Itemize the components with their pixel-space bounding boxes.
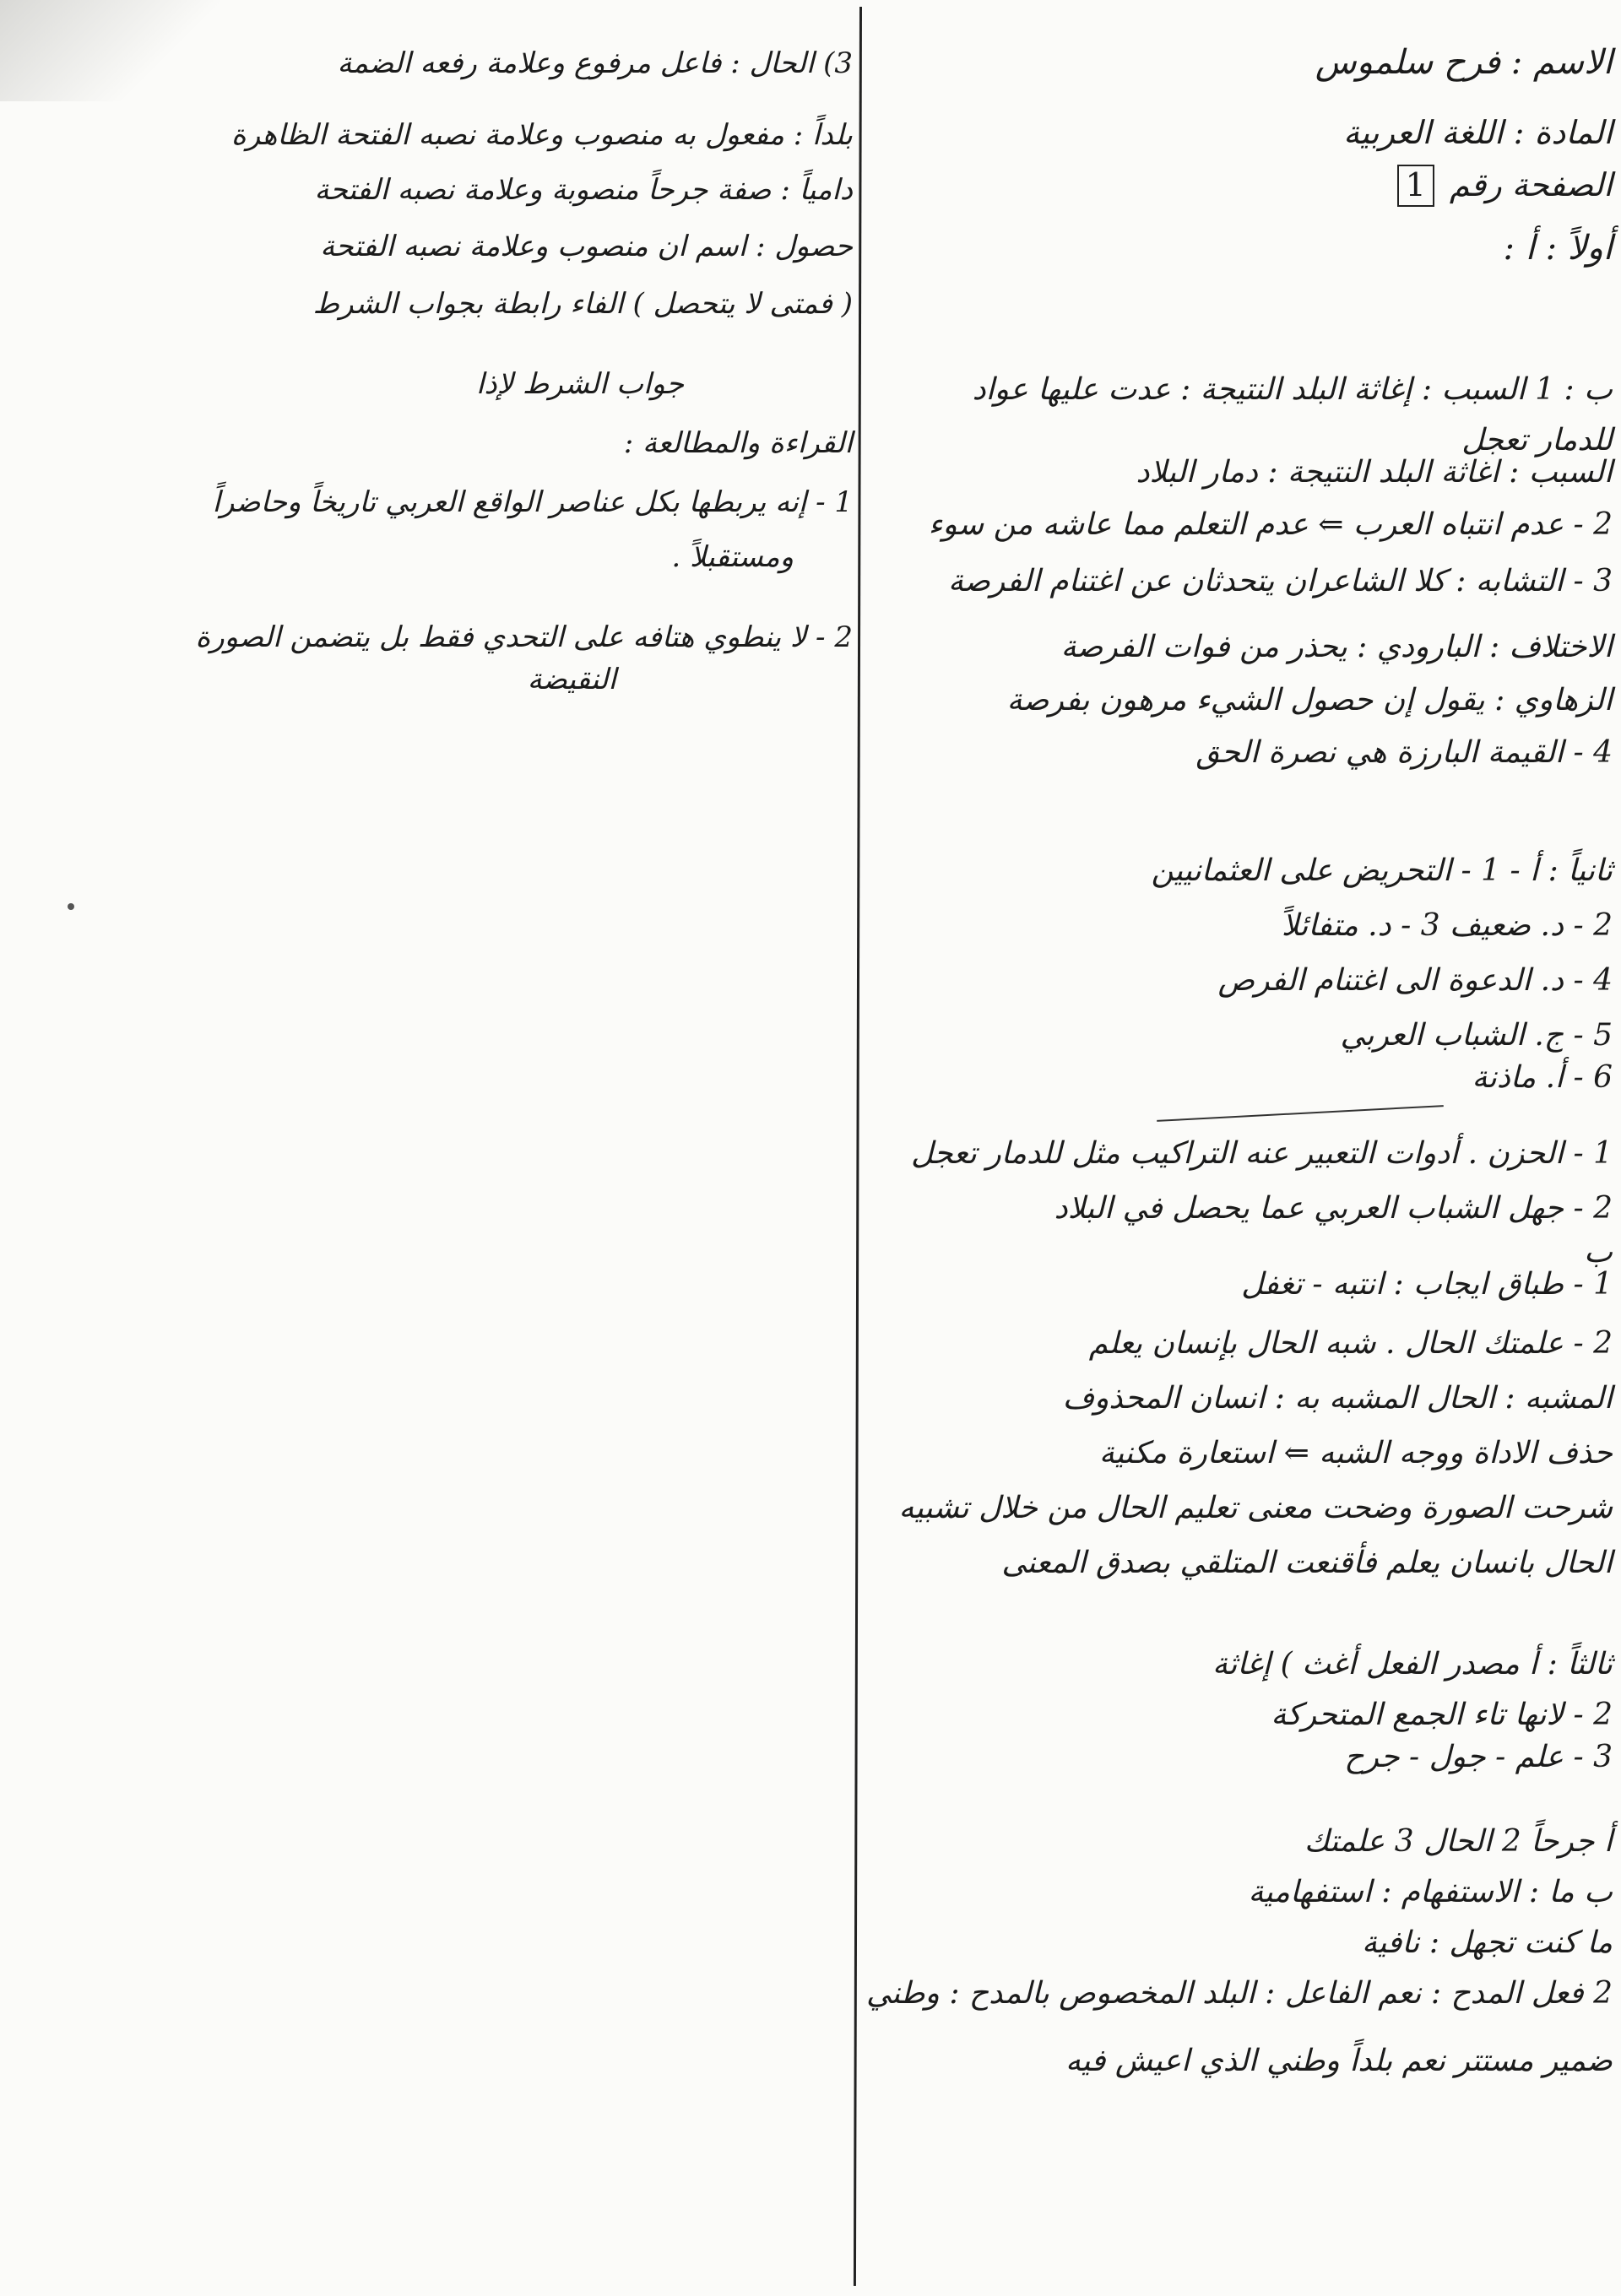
- answer-line: 2 - د. ضعيف 3 - د. متفائلاً: [1281, 908, 1613, 943]
- answer-line: 6 - أ. ماذنة: [1472, 1060, 1613, 1095]
- answer-line: دامياً : صفة جرحاً منصوبة وعلامة نصبه الفتحة: [314, 173, 853, 207]
- answer-line: ب: [1584, 1235, 1613, 1270]
- column-divider: [854, 7, 862, 2286]
- answer-line: 3 - التشابه : كلا الشاعران يتحدثان عن اغتنام الفرصة: [948, 564, 1613, 598]
- answer-line: أ جرحاً 2 الحال 3 علمتك: [1304, 1824, 1613, 1859]
- answer-line: ب : 1 السبب : إغاثة البلد النتيجة : عدت عليها عواد: [972, 372, 1613, 407]
- answer-line: الزهاوي : يقول إن حصول الشيء مرهون بفرصة: [1006, 683, 1613, 718]
- answer-line: ومستقبلاً .: [671, 540, 794, 574]
- answer-line: السبب : اغاثة البلد النتيجة : دمار البلاد: [1136, 455, 1613, 490]
- page-corner-shadow: [0, 0, 220, 101]
- answer-line: 2 - جهل الشباب العربي عما يحصل في البلاد: [1054, 1191, 1613, 1226]
- answer-line: الاختلاف : البارودي : يحذر من فوات الفرصة: [1060, 630, 1613, 664]
- answer-line: أولاً : أ :: [1503, 229, 1613, 268]
- separator-line: [1157, 1105, 1444, 1122]
- answer-line: 2 فعل المدح : نعم الفاعل : البلد المخصوص بالمدح : وطني: [866, 1976, 1613, 2011]
- answer-line: حصول : اسم ان منصوب وعلامة نصبه الفتحة: [320, 230, 853, 263]
- answer-line: 1 - إنه يربطها بكل عناصر الواقع العربي تاريخاً وحاضراً: [212, 485, 853, 519]
- page-label: الصفحة رقم: [1449, 166, 1613, 203]
- student-name: الاسم : فرح سلموس: [1315, 43, 1613, 82]
- paper-mark: [68, 903, 74, 910]
- answer-line: 2 - عدم انتباه العرب ⇐ عدم التعلم مما عاشه من سوء: [928, 507, 1613, 542]
- answer-line: 2 - علمتك الحال . شبه الحال بإنسان يعلم: [1088, 1326, 1613, 1361]
- answer-line: ( فمتى لا يتحصل ) الفاء رابطة بجواب الشرط: [312, 287, 853, 321]
- answer-line: 3) الحال : فاعل مرفوع وعلامة رفعه الضمة: [337, 46, 853, 80]
- answer-line: 4 - د. الدعوة الى اغتنام الفرص: [1217, 963, 1613, 998]
- answer-line: ب ما : الاستفهام : استفهامية: [1248, 1875, 1613, 1909]
- answer-line: ضمير مستتر نعم بلداً وطني الذي اعيش فيه: [1065, 2044, 1613, 2078]
- answer-line: 5 - ج. الشباب العربي: [1340, 1018, 1613, 1053]
- answer-line: 3 - علم - جول - جرح: [1344, 1740, 1613, 1774]
- answer-line: المشبه : الحال المشبه به : انسان المحذوف: [1062, 1381, 1613, 1416]
- answer-line: 2 - لا ينطوي هتافه على التحدي فقط بل يتضمن الصورة: [195, 620, 853, 654]
- answer-line: ثالثاً : أ مصدر الفعل أغث ) إغاثة: [1212, 1647, 1613, 1681]
- answer-line: 2 - لانها تاء الجمع المتحركة: [1271, 1698, 1613, 1732]
- subject-line: المادة : اللغة العربية: [1343, 114, 1613, 151]
- answer-line: ثانياً : أ - 1 - التحريض على العثمانيين: [1151, 853, 1613, 888]
- answer-line: 1 - الحزن . أدوات التعبير عنه التراكيب مثل للدمار تعجل: [911, 1136, 1613, 1171]
- answer-line: شرحت الصورة وضحت معنى تعليم الحال من خلال تشبيه: [898, 1491, 1613, 1525]
- answer-line: 1 - طباق ايجاب : انتبه - تغفل: [1241, 1267, 1613, 1302]
- answer-line: جواب الشرط لإذا: [476, 367, 684, 401]
- answer-line: 4 - القيمة البارزة هي نصرة الحق: [1195, 735, 1613, 770]
- answer-line: الحال بانسان يعلم فأقنعت المتلقي بصدق المعنى: [1001, 1546, 1613, 1580]
- answer-line: القراءة والمطالعة :: [623, 426, 853, 460]
- answer-line: النقيضة: [527, 663, 616, 696]
- answer-line: للدمار تعجل: [1461, 423, 1613, 458]
- answer-line: ما كنت تجهل : نافية: [1362, 1925, 1613, 1960]
- page-number-box: 1: [1397, 165, 1434, 207]
- answer-line: بلداً : مفعول به منصوب وعلامة نصبه الفتحة الظاهرة: [230, 118, 853, 152]
- answer-line: حذف الاداة ووجه الشبه ⇐ استعارة مكنية: [1098, 1436, 1613, 1470]
- page-number-line: [1397, 165, 1613, 207]
